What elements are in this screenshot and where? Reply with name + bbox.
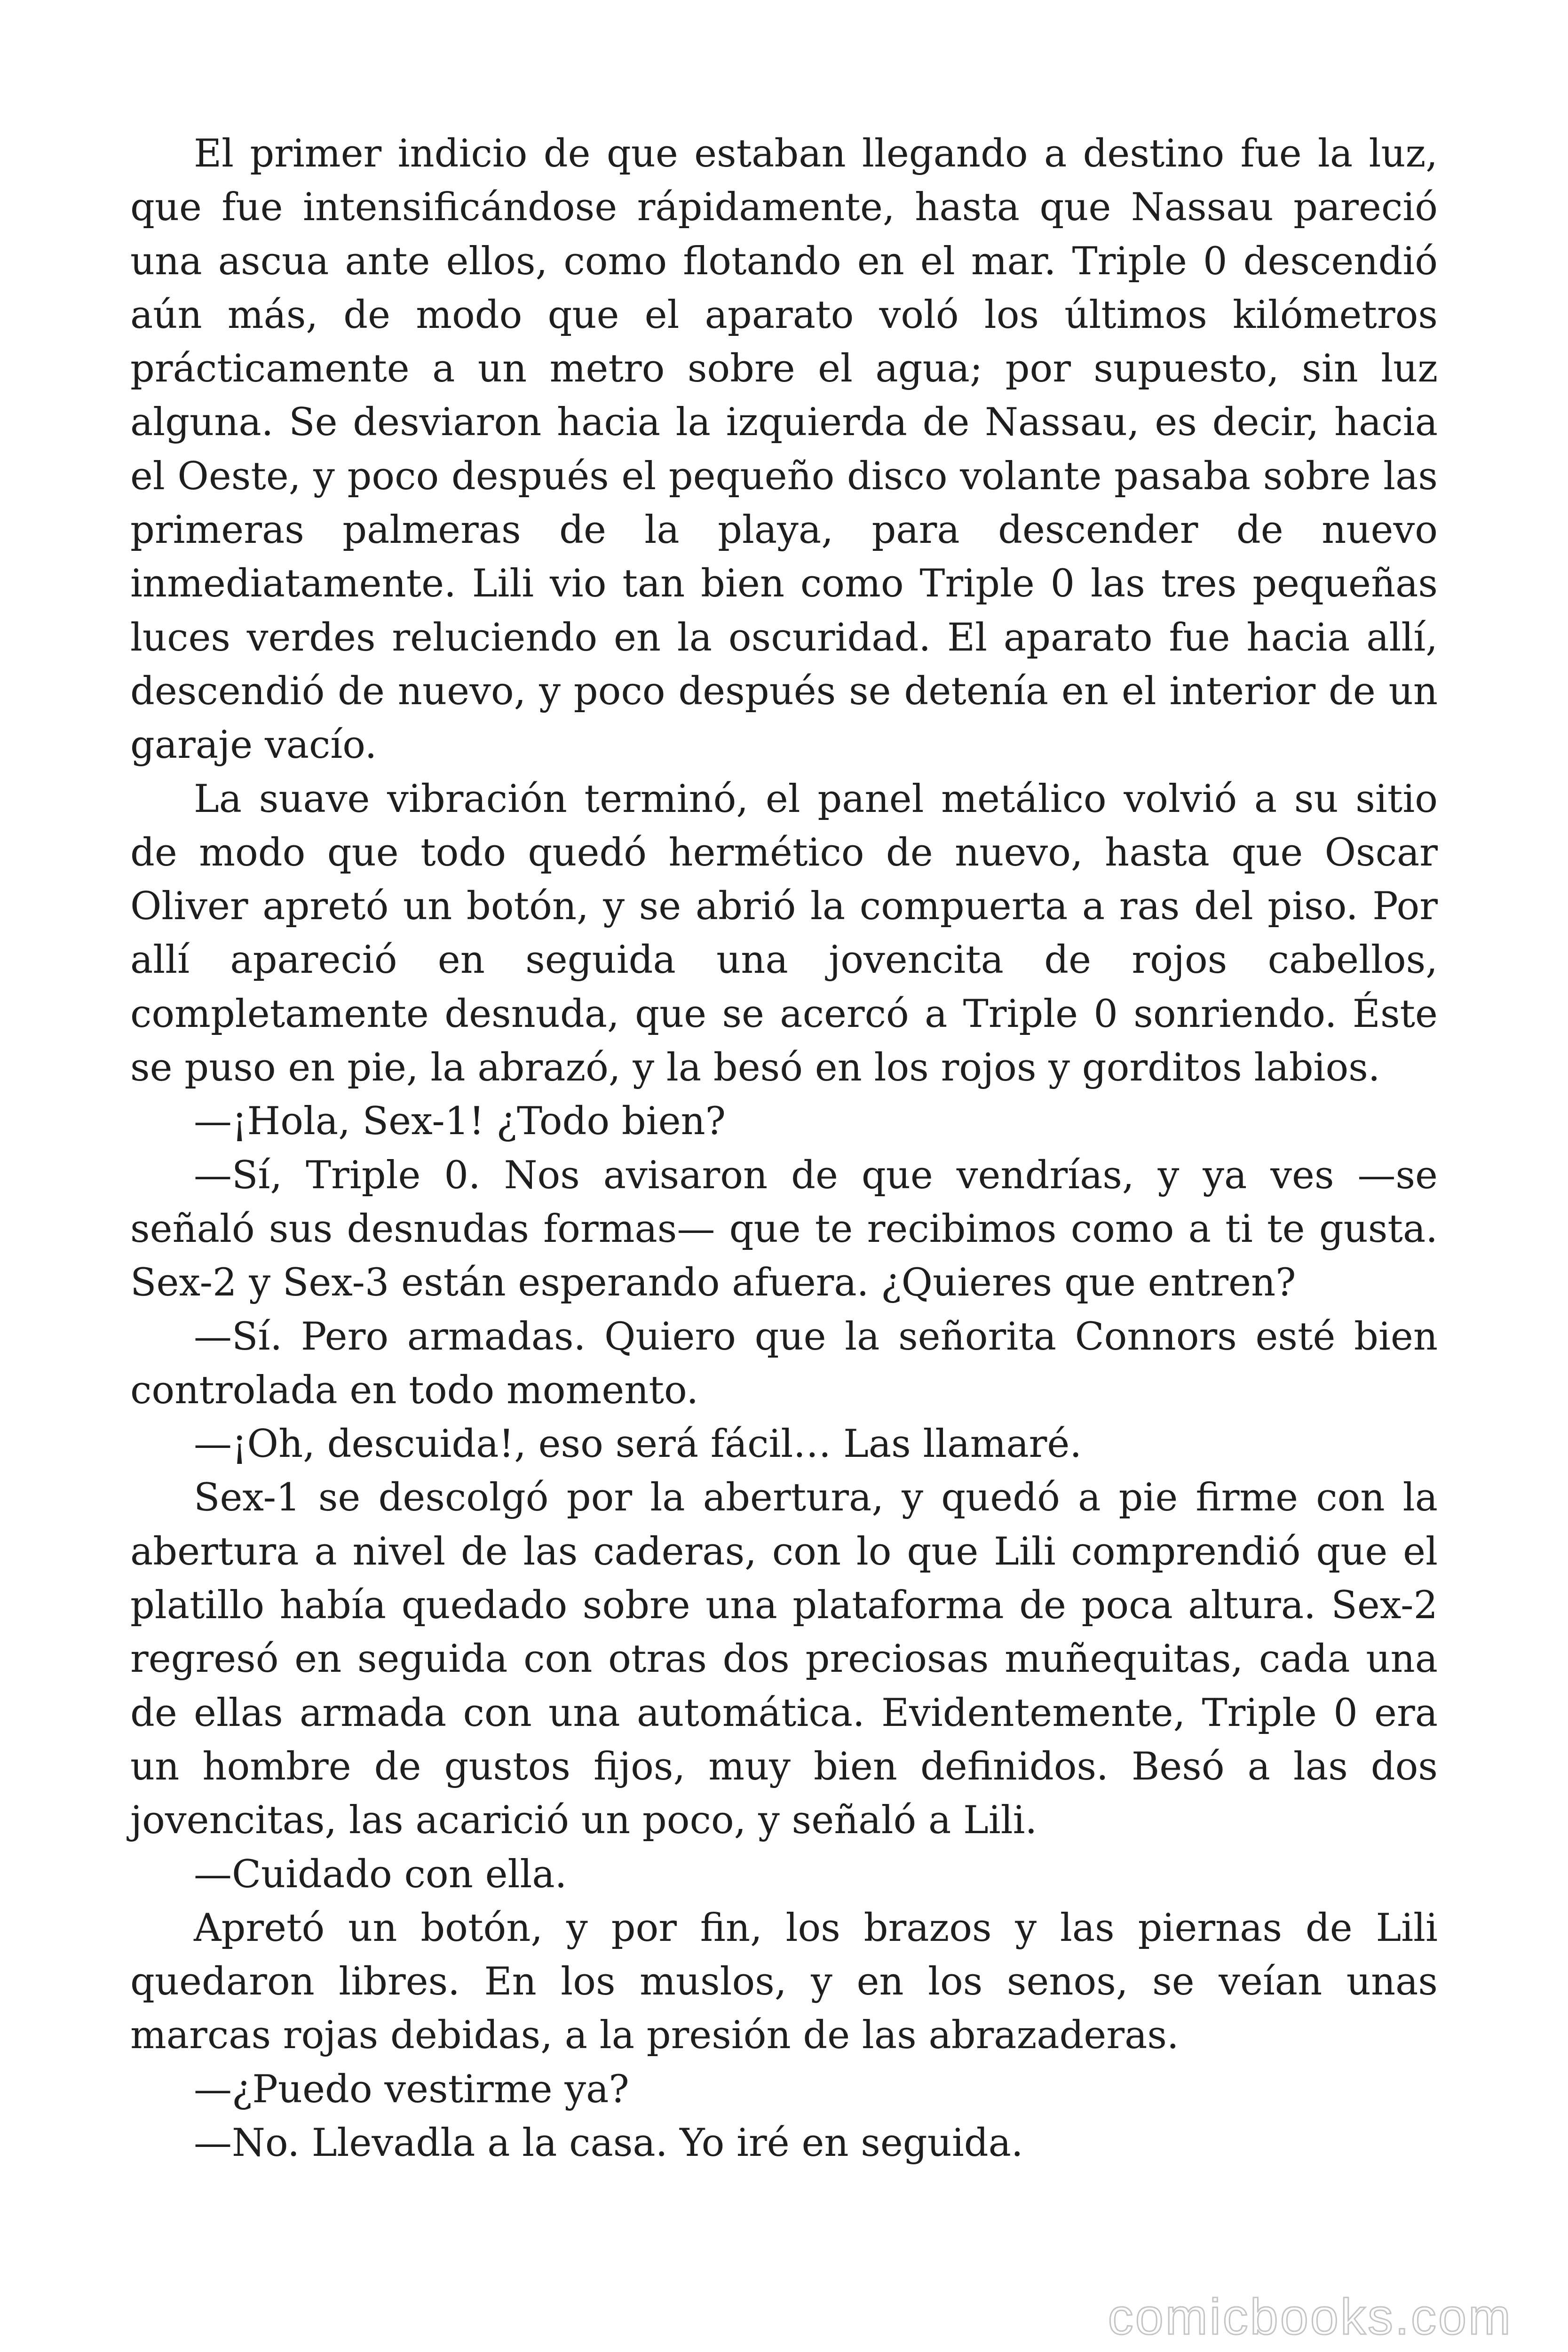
paragraph: Apretó un botón, y por fin, los brazos y las piernas de Lili quedaron libres. En los muslos, y en los senos, se veían unas marcas rojas debidas, a la presión de las abrazaderas. xyxy=(130,1906,1438,2058)
paragraph: —¡Hola, Sex-1! ¿Todo bien? xyxy=(194,1099,726,1144)
paragraph: —No. Llevadla a la casa. Yo iré en seguida. xyxy=(194,2121,1023,2165)
paragraph: —¿Puedo vestirme ya? xyxy=(194,2067,629,2112)
paragraph: —Sí, Triple 0. Nos avisaron de que vendrías, y ya ves —se señaló sus desnudas formas— que te recibimos como a ti te gusta. Sex-2 y Sex-3 están esperando afuera. ¿Quieres que entren? xyxy=(130,1153,1438,1305)
paragraph: —Sí. Pero armadas. Quiero que la señorita Connors esté bien controlada en todo momento. xyxy=(130,1314,1438,1413)
paragraph: —Cuidado con ella. xyxy=(194,1852,567,1897)
paragraph: —¡Oh, descuida!, eso será fácil… Las llamaré. xyxy=(194,1422,1082,1467)
paragraph: El primer indicio de que estaban llegando a destino fue la luz, que fue intensificándose rápidamente, hasta que Nassau pareció una ascua ante ellos, como flotando en el mar. Triple 0 descendió aún más, de modo que el aparato voló los últimos kilómetros prácticamente a un metro sobre el agua; por supuesto, sin luz alguna. Se desviaron hacia la izquierda de Nassau, es decir, hacia el Oeste, y poco después el pequeño disco volante pasaba sobre las primeras palmeras de la playa, para descender de nuevo inmediatamente. Lili vio tan bien como Triple 0 las tres pequeñas luces verdes reluciendo en la oscuridad. El aparato fue hacia allí, descendió de nuevo, y poco después se detenía en el interior de un garaje vacío. xyxy=(130,132,1438,768)
watermark: comicbooks.com xyxy=(1108,2288,1513,2345)
paragraph: La suave vibración terminó, el panel metálico volvió a su sitio de modo que todo quedó hermético de nuevo, hasta que Oscar Oliver apretó un botón, y se abrió la compuerta a ras del piso. Por allí apareció en seguida una jovencita de rojos cabellos, completamente desnuda, que se acercó a Triple 0 sonriendo. Éste se puso en pie, la abrazó, y la besó en los rojos y gorditos labios. xyxy=(130,777,1438,1090)
paragraph: Sex-1 se descolgó por la abertura, y quedó a pie firme con la abertura a nivel de las caderas, con lo que Lili comprendió que el platillo había quedado sobre una plataforma de poca altura. Sex-2 regresó en seguida con otras dos preciosas muñequitas, cada una de ellas armada con una automática. Evidentemente, Triple 0 era un hombre de gustos fijos, muy bien definidos. Besó a las dos jovencitas, las acarició un poco, y señaló a Lili. xyxy=(130,1476,1438,1843)
body-text xyxy=(130,127,1438,2170)
